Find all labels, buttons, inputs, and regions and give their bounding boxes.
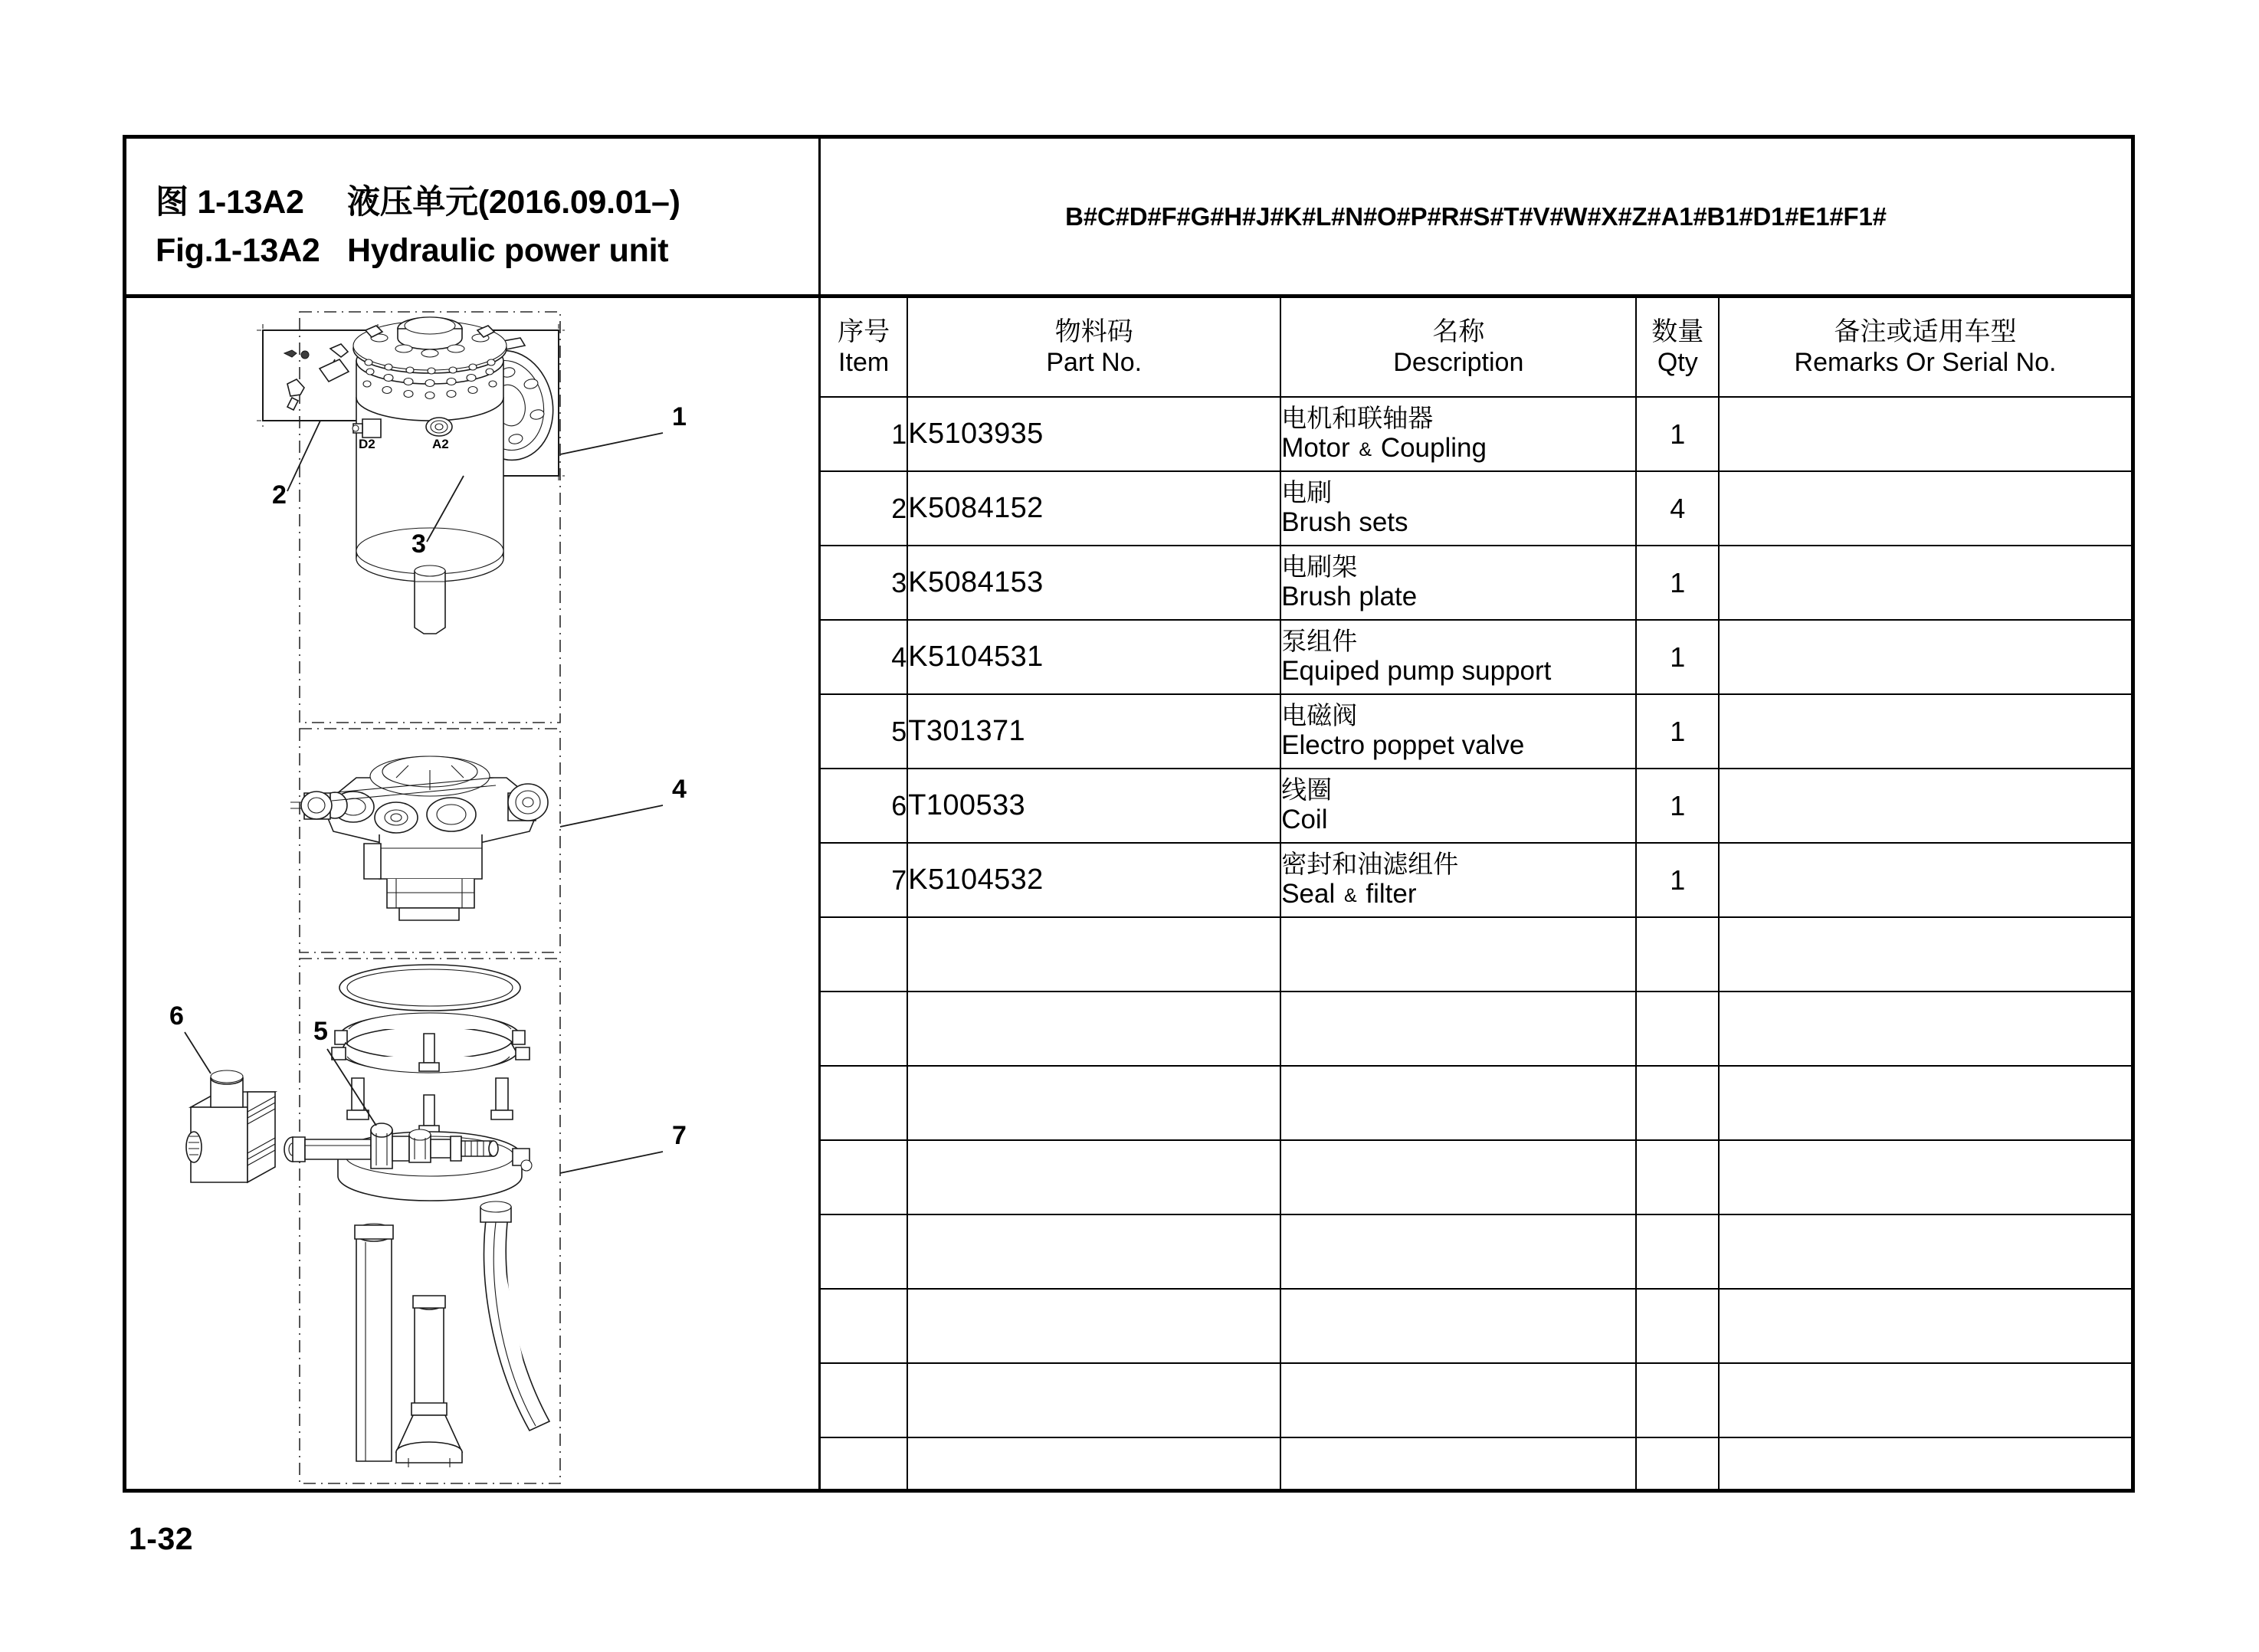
cell-item: 2 bbox=[821, 471, 907, 546]
cell-qty bbox=[1636, 917, 1719, 992]
cell-part-no bbox=[907, 1066, 1280, 1140]
filter-strainer bbox=[396, 1296, 462, 1467]
cell-qty: 1 bbox=[1636, 397, 1719, 471]
description-en: Coil bbox=[1281, 805, 1328, 835]
cell-item bbox=[821, 1437, 907, 1489]
header-band bbox=[126, 139, 2131, 298]
part-coil bbox=[186, 1070, 275, 1182]
body-band bbox=[126, 298, 2131, 1489]
cell-description bbox=[1280, 397, 1636, 471]
cell-description bbox=[1280, 917, 1636, 992]
cell-item: 4 bbox=[821, 620, 907, 694]
port-fitting-a2 bbox=[426, 418, 452, 436]
cell-remarks bbox=[1719, 1214, 2131, 1289]
description-en: Brush plate bbox=[1281, 582, 1418, 612]
figure-title-english bbox=[156, 227, 818, 274]
cell-description bbox=[1280, 769, 1636, 843]
cell-remarks bbox=[1719, 769, 2131, 843]
cell-remarks bbox=[1719, 471, 2131, 546]
column-header-part-no-en: Part No. bbox=[1046, 347, 1143, 377]
description-en bbox=[1281, 433, 1635, 463]
cell-qty bbox=[1636, 1289, 1719, 1363]
model-applicability-code: B#C#D#F#G#H#J#K#L#N#O#P#R#S#T#V#W#X#Z#A1#B1#D1#E1#F1# bbox=[1065, 202, 1887, 231]
cell-remarks bbox=[1719, 1066, 2131, 1140]
cell-part-no: T100533 bbox=[907, 769, 1280, 843]
column-header-item bbox=[821, 298, 907, 397]
column-header-description-en: Description bbox=[1393, 347, 1524, 377]
parts-table-body bbox=[821, 397, 2131, 1489]
cell-part-no bbox=[907, 917, 1280, 992]
table-row-empty[interactable] bbox=[821, 1066, 2131, 1140]
column-header-remarks-cn: 备注或适用车型 bbox=[1834, 316, 2017, 346]
table-row-empty[interactable] bbox=[821, 917, 2131, 992]
description-cn: 线圈 bbox=[1281, 775, 1333, 805]
cell-qty: 1 bbox=[1636, 546, 1719, 620]
figure-title-chinese bbox=[156, 179, 818, 226]
cell-item: 3 bbox=[821, 546, 907, 620]
port-label-a2: A2 bbox=[432, 437, 449, 451]
cell-remarks bbox=[1719, 1289, 2131, 1363]
description-cn: 泵组件 bbox=[1281, 627, 1358, 656]
cell-qty bbox=[1636, 1437, 1719, 1489]
callout-1: 1 bbox=[672, 402, 687, 431]
cell-item bbox=[821, 1066, 907, 1140]
cell-qty bbox=[1636, 992, 1719, 1066]
cell-remarks bbox=[1719, 1437, 2131, 1489]
description-cn: 电机和联轴器 bbox=[1281, 404, 1434, 433]
cell-description bbox=[1280, 1066, 1636, 1140]
leader-line-2 bbox=[287, 421, 320, 491]
illustration-pane bbox=[126, 298, 821, 1489]
suction-tube bbox=[355, 1224, 393, 1461]
cell-description bbox=[1280, 694, 1636, 769]
table-row-empty[interactable] bbox=[821, 992, 2131, 1066]
table-row-empty[interactable] bbox=[821, 1289, 2131, 1363]
table-header-row bbox=[821, 298, 2131, 397]
column-header-remarks bbox=[1719, 298, 2131, 397]
table-row-empty[interactable] bbox=[821, 1140, 2131, 1214]
cell-part-no: K5084153 bbox=[907, 546, 1280, 620]
cell-item: 6 bbox=[821, 769, 907, 843]
cell-description bbox=[1280, 471, 1636, 546]
callout-2: 2 bbox=[272, 480, 287, 510]
cell-qty bbox=[1636, 1140, 1719, 1214]
description-en: Electro poppet valve bbox=[1281, 730, 1525, 761]
cell-qty: 1 bbox=[1636, 620, 1719, 694]
column-header-qty-cn: 数量 bbox=[1651, 316, 1704, 346]
table-row-empty[interactable] bbox=[821, 1214, 2131, 1289]
cell-qty: 1 bbox=[1636, 694, 1719, 769]
ampersand-glyph: & bbox=[1359, 439, 1372, 461]
description-en: Equiped pump support bbox=[1281, 656, 1552, 687]
column-header-remarks-en: Remarks Or Serial No. bbox=[1794, 347, 2057, 377]
cell-part-no bbox=[907, 1214, 1280, 1289]
callout-6: 6 bbox=[169, 1001, 184, 1031]
description-en-post: Coupling bbox=[1380, 433, 1487, 464]
cell-qty: 1 bbox=[1636, 843, 1719, 917]
figure-tag-cn: 图 1-13A2 bbox=[156, 184, 304, 221]
cell-description bbox=[1280, 992, 1636, 1066]
page-frame bbox=[123, 135, 2135, 1493]
column-header-part-no-cn: 物料码 bbox=[1054, 316, 1133, 346]
column-header-qty bbox=[1636, 298, 1719, 397]
cell-part-no bbox=[907, 1140, 1280, 1214]
cell-qty bbox=[1636, 1066, 1719, 1140]
cell-description bbox=[1280, 843, 1636, 917]
cell-part-no bbox=[907, 1437, 1280, 1489]
cell-description bbox=[1280, 1289, 1636, 1363]
cell-item bbox=[821, 1214, 907, 1289]
leader-line-6 bbox=[185, 1032, 211, 1073]
table-row-empty[interactable] bbox=[821, 1363, 2131, 1437]
cell-remarks bbox=[1719, 694, 2131, 769]
column-header-description bbox=[1280, 298, 1636, 397]
table-row[interactable] bbox=[821, 620, 2131, 694]
part-pump-support bbox=[290, 756, 548, 920]
cell-item bbox=[821, 917, 907, 992]
cell-item bbox=[821, 992, 907, 1066]
port-label-d2: D2 bbox=[359, 437, 375, 451]
table-row[interactable] bbox=[821, 843, 2131, 917]
cell-item bbox=[821, 1289, 907, 1363]
column-header-part-no bbox=[907, 298, 1280, 397]
description-en-pre: Seal bbox=[1281, 879, 1336, 910]
cell-description bbox=[1280, 1214, 1636, 1289]
figure-name-cn: 液压单元(2016.09.01–) bbox=[347, 184, 680, 221]
cell-part-no bbox=[907, 1289, 1280, 1363]
exploded-assembly-diagram bbox=[126, 298, 821, 1489]
cell-qty: 1 bbox=[1636, 769, 1719, 843]
figure-tag-en: Fig.1-13A2 bbox=[156, 231, 320, 269]
callout-7: 7 bbox=[672, 1121, 687, 1150]
description-en-post: filter bbox=[1366, 879, 1417, 910]
cell-remarks bbox=[1719, 546, 2131, 620]
flexible-hose bbox=[480, 1201, 549, 1431]
cell-part-no: T301371 bbox=[907, 694, 1280, 769]
parts-table-pane bbox=[821, 298, 2131, 1489]
cell-item bbox=[821, 1140, 907, 1214]
description-cn: 电刷架 bbox=[1281, 552, 1358, 582]
cell-item bbox=[821, 1363, 907, 1437]
cell-qty: 4 bbox=[1636, 471, 1719, 546]
table-row[interactable] bbox=[821, 694, 2131, 769]
table-row[interactable] bbox=[821, 769, 2131, 843]
ampersand-glyph: & bbox=[1343, 885, 1357, 907]
description-cn: 电磁阀 bbox=[1281, 701, 1358, 730]
description-en bbox=[1281, 879, 1635, 909]
cell-qty bbox=[1636, 1214, 1719, 1289]
part-seal-filter-kit bbox=[332, 965, 549, 1467]
column-header-item-en: Item bbox=[838, 347, 890, 377]
cell-part-no bbox=[907, 1363, 1280, 1437]
cell-qty bbox=[1636, 1363, 1719, 1437]
leader-line-1 bbox=[560, 433, 663, 454]
cell-description bbox=[1280, 620, 1636, 694]
model-code-block bbox=[821, 139, 2131, 294]
column-header-item-cn: 序号 bbox=[838, 316, 890, 346]
description-en-pre: Motor bbox=[1281, 433, 1350, 464]
figure-name-en: Hydraulic power unit bbox=[347, 231, 669, 269]
cell-item: 1 bbox=[821, 397, 907, 471]
table-row-empty[interactable] bbox=[821, 1437, 2131, 1489]
column-header-description-cn: 名称 bbox=[1432, 316, 1485, 346]
callout-5: 5 bbox=[313, 1017, 328, 1046]
cell-part-no: K5104531 bbox=[907, 620, 1280, 694]
cell-remarks bbox=[1719, 992, 2131, 1066]
table-row[interactable] bbox=[821, 397, 2131, 471]
cell-description bbox=[1280, 1437, 1636, 1489]
callout-3: 3 bbox=[411, 529, 426, 559]
parts-table bbox=[821, 298, 2131, 1489]
leader-line-4 bbox=[560, 805, 663, 827]
cell-remarks bbox=[1719, 1363, 2131, 1437]
cell-remarks bbox=[1719, 620, 2131, 694]
page-number: 1-32 bbox=[129, 1521, 194, 1556]
table-row[interactable] bbox=[821, 546, 2131, 620]
cell-part-no bbox=[907, 992, 1280, 1066]
cell-remarks bbox=[1719, 397, 2131, 471]
callout-4: 4 bbox=[672, 775, 687, 804]
description-cn: 密封和油滤组件 bbox=[1281, 850, 1459, 879]
cell-description bbox=[1280, 1140, 1636, 1214]
cell-remarks bbox=[1719, 917, 2131, 992]
description-en: Brush sets bbox=[1281, 507, 1408, 538]
cell-part-no: K5103935 bbox=[907, 397, 1280, 471]
figure-title-block bbox=[126, 139, 821, 294]
column-header-qty-en: Qty bbox=[1657, 347, 1698, 377]
cell-item: 5 bbox=[821, 694, 907, 769]
cell-item: 7 bbox=[821, 843, 907, 917]
cell-description bbox=[1280, 546, 1636, 620]
part-motor-coupling bbox=[352, 317, 507, 634]
table-row[interactable] bbox=[821, 471, 2131, 546]
description-cn: 电刷 bbox=[1281, 478, 1333, 507]
cell-remarks bbox=[1719, 843, 2131, 917]
cell-part-no: K5084152 bbox=[907, 471, 1280, 546]
cell-remarks bbox=[1719, 1140, 2131, 1214]
cell-part-no: K5104532 bbox=[907, 843, 1280, 917]
cell-description bbox=[1280, 1363, 1636, 1437]
leader-line-7 bbox=[560, 1152, 663, 1173]
